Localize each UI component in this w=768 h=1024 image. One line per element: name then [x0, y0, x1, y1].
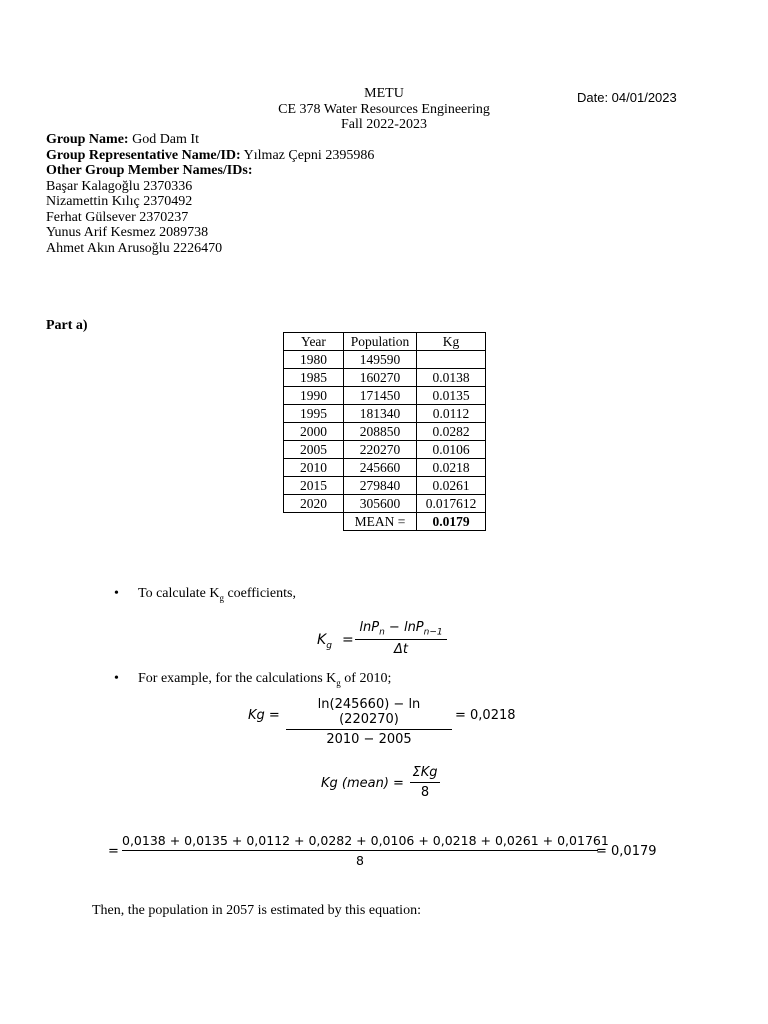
member-line: Nizamettin Kılıç 2370492 [46, 194, 193, 209]
group-info [46, 132, 374, 256]
cell-kg: 0.017612 [417, 495, 486, 513]
group-rep-line [46, 148, 374, 164]
kg-table [283, 332, 486, 531]
group-name-line [46, 132, 374, 148]
eq4-denominator: 8 [122, 850, 598, 868]
group-name: God Dam It [128, 132, 199, 147]
cell-year: 2005 [284, 441, 344, 459]
eq4-lhs: = [108, 844, 119, 859]
table-row [284, 495, 486, 513]
cell-population: 160270 [344, 369, 417, 387]
eq2-rhs: = 0,0218 [455, 708, 516, 723]
subscript: g [219, 592, 224, 603]
cell-population: 305600 [344, 495, 417, 513]
group-name-label: Group Name: [46, 132, 129, 147]
cell-population: 245660 [344, 459, 417, 477]
table-row [284, 441, 486, 459]
cell-year: 2010 [284, 459, 344, 477]
cell-year: 2000 [284, 423, 344, 441]
date: Date: 04/01/2023 [577, 90, 677, 105]
cell-kg: 0.0218 [417, 459, 486, 477]
cell-kg: 0.0106 [417, 441, 486, 459]
cell-year: 1985 [284, 369, 344, 387]
cell-kg: 0.0112 [417, 405, 486, 423]
subscript: g [336, 677, 341, 688]
course-title: CE 378 Water Resources Engineering [278, 101, 490, 117]
cell-kg: 0.0261 [417, 477, 486, 495]
numerator: lnP$_n$ − lnP$_{n-1}$ [359, 620, 443, 638]
bullet-dot: • [114, 586, 119, 601]
cell-population: 208850 [344, 423, 417, 441]
formula-fraction [355, 620, 447, 657]
formula-lhs: $K_g$ [317, 632, 332, 651]
table-row [284, 423, 486, 441]
eq2-denominator: 2010 − 2005 [286, 729, 452, 747]
kg-formula [317, 620, 457, 660]
member-line: Ahmet Akın Arusoğlu 2226470 [46, 240, 223, 256]
group-rep-label: Group Representative Name/ID: [46, 147, 241, 163]
term: Fall 2022-2023 [341, 117, 427, 132]
cell-kg: 0.0282 [417, 423, 486, 441]
table-row [284, 459, 486, 477]
header-population: Population [344, 333, 417, 351]
member-line: Yunus Arif Kesmez 2089738 [46, 225, 209, 240]
eq2-lhs: Kg = [248, 708, 280, 723]
group-rep: Yılmaz Çepni 2395986 [240, 147, 375, 163]
cell-population: 181340 [344, 405, 417, 423]
denominator: Δt [355, 639, 447, 657]
cell-population: 279840 [344, 477, 417, 495]
eq4-fraction [122, 833, 609, 868]
bullet-text: To calculate K [138, 586, 220, 601]
closing-text: Then, the population in 2057 is estimated by this equation: [92, 903, 421, 918]
header-kg: Kg [417, 333, 486, 351]
cell-kg [417, 351, 486, 369]
kg-mean-calculation [108, 833, 668, 873]
cell-population: 149590 [344, 351, 417, 369]
table-row [284, 369, 486, 387]
table-row [284, 387, 486, 405]
table-row [284, 351, 486, 369]
blank-cell [284, 513, 344, 531]
part-heading: Part a) [46, 318, 88, 333]
institution: METU [364, 86, 404, 101]
member-line: Başar Kalagoğlu 2370336 [46, 178, 193, 194]
eq2-numerator: ln(245660) − ln (220270) [317, 697, 421, 727]
eq3-numerator: ΣKg [412, 765, 438, 780]
mean-value: 0.0179 [417, 513, 486, 531]
header-year: Year [284, 333, 344, 351]
cell-population: 220270 [344, 441, 417, 459]
kg-2010-calculation [248, 697, 528, 747]
table-header-row [284, 333, 486, 351]
members-label: Other Group Member Names/IDs: [46, 163, 253, 178]
equals-sign: = [342, 632, 354, 648]
bullet-dot: • [114, 671, 119, 686]
eq4-numerator: 0,0138 + 0,0135 + 0,0112 + 0,0282 + 0,0106 + 0,0218 + 0,0261 + 0,01761 [122, 833, 609, 848]
table-mean-row [284, 513, 486, 531]
kg-mean-formula [321, 765, 451, 805]
cell-kg: 0.0135 [417, 387, 486, 405]
cell-population: 171450 [344, 387, 417, 405]
mean-label: MEAN = [344, 513, 417, 531]
bullet-text: For example, for the calculations K [138, 671, 337, 686]
cell-year: 1990 [284, 387, 344, 405]
eq3-lhs: Kg (mean) = [321, 776, 404, 791]
cell-year: 1980 [284, 351, 344, 369]
cell-year: 2020 [284, 495, 344, 513]
cell-year: 1995 [284, 405, 344, 423]
eq4-rhs: = 0,0179 [596, 844, 657, 859]
table-row [284, 405, 486, 423]
cell-year: 2015 [284, 477, 344, 495]
member-line: Ferhat Gülsever 2370237 [46, 209, 189, 225]
bullet-text: coefficients, [223, 586, 296, 601]
eq3-denominator: 8 [410, 782, 440, 800]
eq3-fraction [410, 765, 440, 800]
cell-kg: 0.0138 [417, 369, 486, 387]
table-row [284, 477, 486, 495]
eq2-fraction [286, 697, 452, 747]
bullet-text: of 2010; [340, 671, 392, 686]
